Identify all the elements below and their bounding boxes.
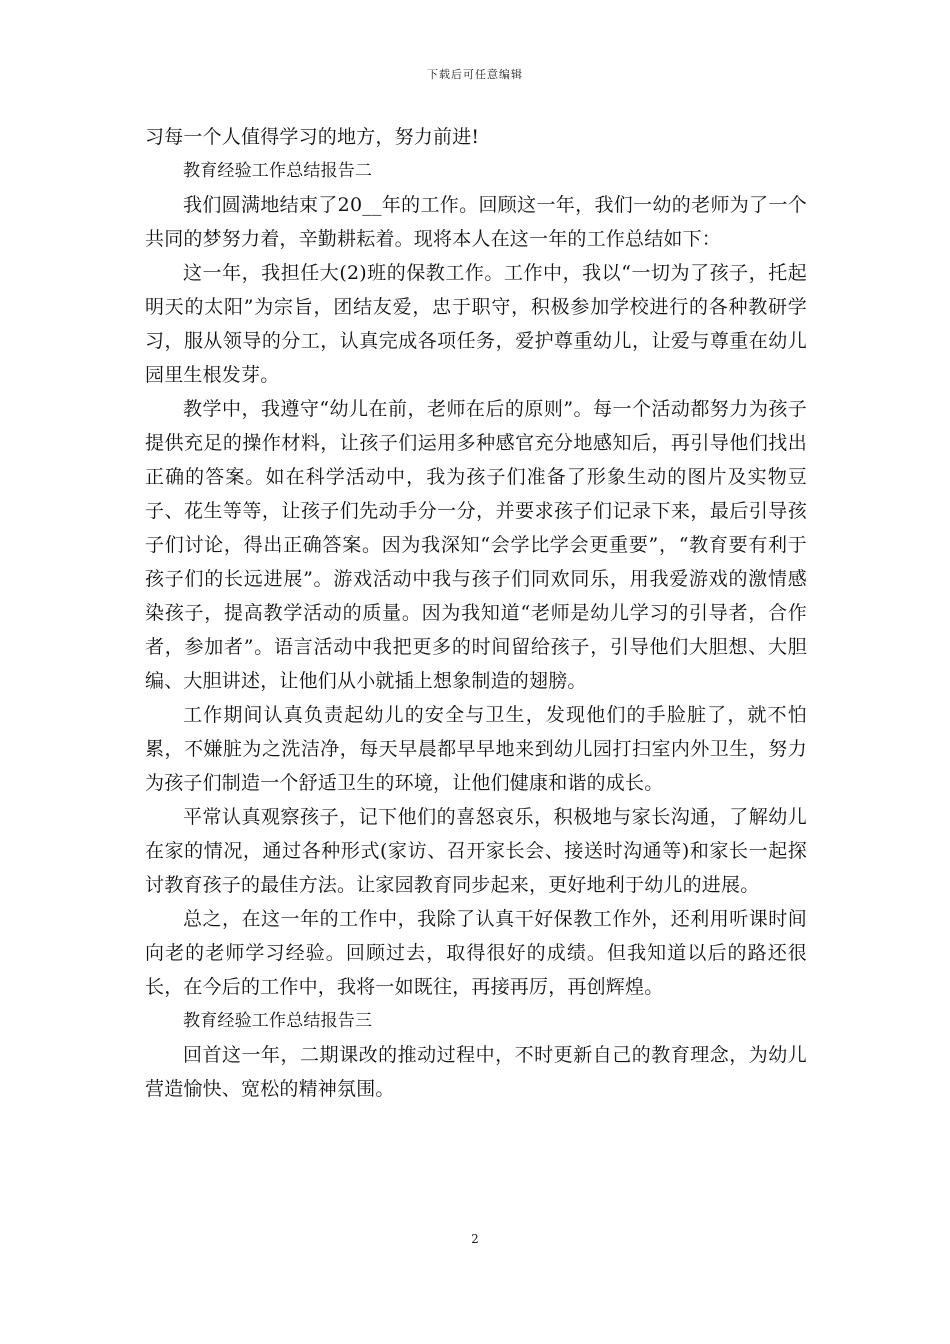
paragraph-teaching: 教学中，我遵守“幼儿在前，老师在后的原则”。每一个活动都努力为孩子提供充足的操作材料，让孩子们运用多种感官充分地感知后，再引导他们找出正确的答案。如在科学活动中，我为孩子们准备了形象生动的图片及实物豆子、花生等等，让孩子们先动手分一分，并要求孩子们记录下来，最后引导孩子们讨论，得出正确答案。因为我深知“会学比学会更重要”，“教育要有利于孩子们的长远进展”。游戏活动中我与孩子们同欢同乐，用我爱游戏的激情感染孩子，提高教学活动的质量。因为我知道“老师是幼儿学习的引导者，合作者，参加者”。语言活动中我把更多的时间留给孩子，引导他们大胆想、大胆编、大胆讲述，让他们从小就插上想象制造的翅膀。 [145, 398, 807, 692]
paragraph-continuation: 习每一个人值得学习的地方，努力前进! [145, 126, 480, 148]
paragraph-role: 这一年，我担任大(2)班的保教工作。工作中，我以“一切为了孩子，托起明天的太阳”为宗旨，团结友爱，忠于职守，积极参加学校进行的各种教研学习，服从领导的分工，认真完成各项任务，爱护尊重幼儿，让爱与尊重在幼儿园里生根发芽。 [145, 262, 807, 386]
paragraph-observation: 平常认真观察孩子，记下他们的喜怒哀乐，积极地与家长沟通，了解幼儿在家的情况，通过各种形式(家访、召开家长会、接送时沟通等)和家长一起探讨教育孩子的最佳方法。让家园教育同步起来，更好地利于幼儿的进展。 [145, 806, 807, 896]
section-heading-report-three: 教育经验工作总结报告三 [183, 1011, 373, 1031]
section-heading-report-two: 教育经验工作总结报告二 [183, 161, 373, 181]
paragraph-safety: 工作期间认真负责起幼儿的安全与卫生，发现他们的手脸脏了，就不怕累，不嫌脏为之洗洁净，每天早晨都早早地来到幼儿园打扫室内外卫生，努力为孩子们制造一个舒适卫生的环境，让他们健康和谐的成长。 [145, 704, 807, 794]
paragraph-conclusion: 总之，在这一年的工作中，我除了认真干好保教工作外，还利用听课时间向老的老师学习经验。回顾过去，取得很好的成绩。但我知道以后的路还很长，在今后的工作中，我将一如既往，再接再厉，再创辉煌。 [145, 908, 807, 998]
page-number: 2 [471, 1232, 479, 1246]
page-header: 下载后可任意编辑 [427, 68, 523, 81]
paragraph-review: 回首这一年，二期课改的推动过程中，不时更新自己的教育理念，为幼儿营造愉快、宽松的精神氛围。 [145, 1044, 807, 1100]
document-body [145, 120, 807, 1106]
paragraph-intro: 我们圆满地结束了20__年的工作。回顾这一年，我们一幼的老师为了一个共同的梦努力着，辛勤耕耘着。现将本人在这一年的工作总结如下： [145, 194, 807, 250]
